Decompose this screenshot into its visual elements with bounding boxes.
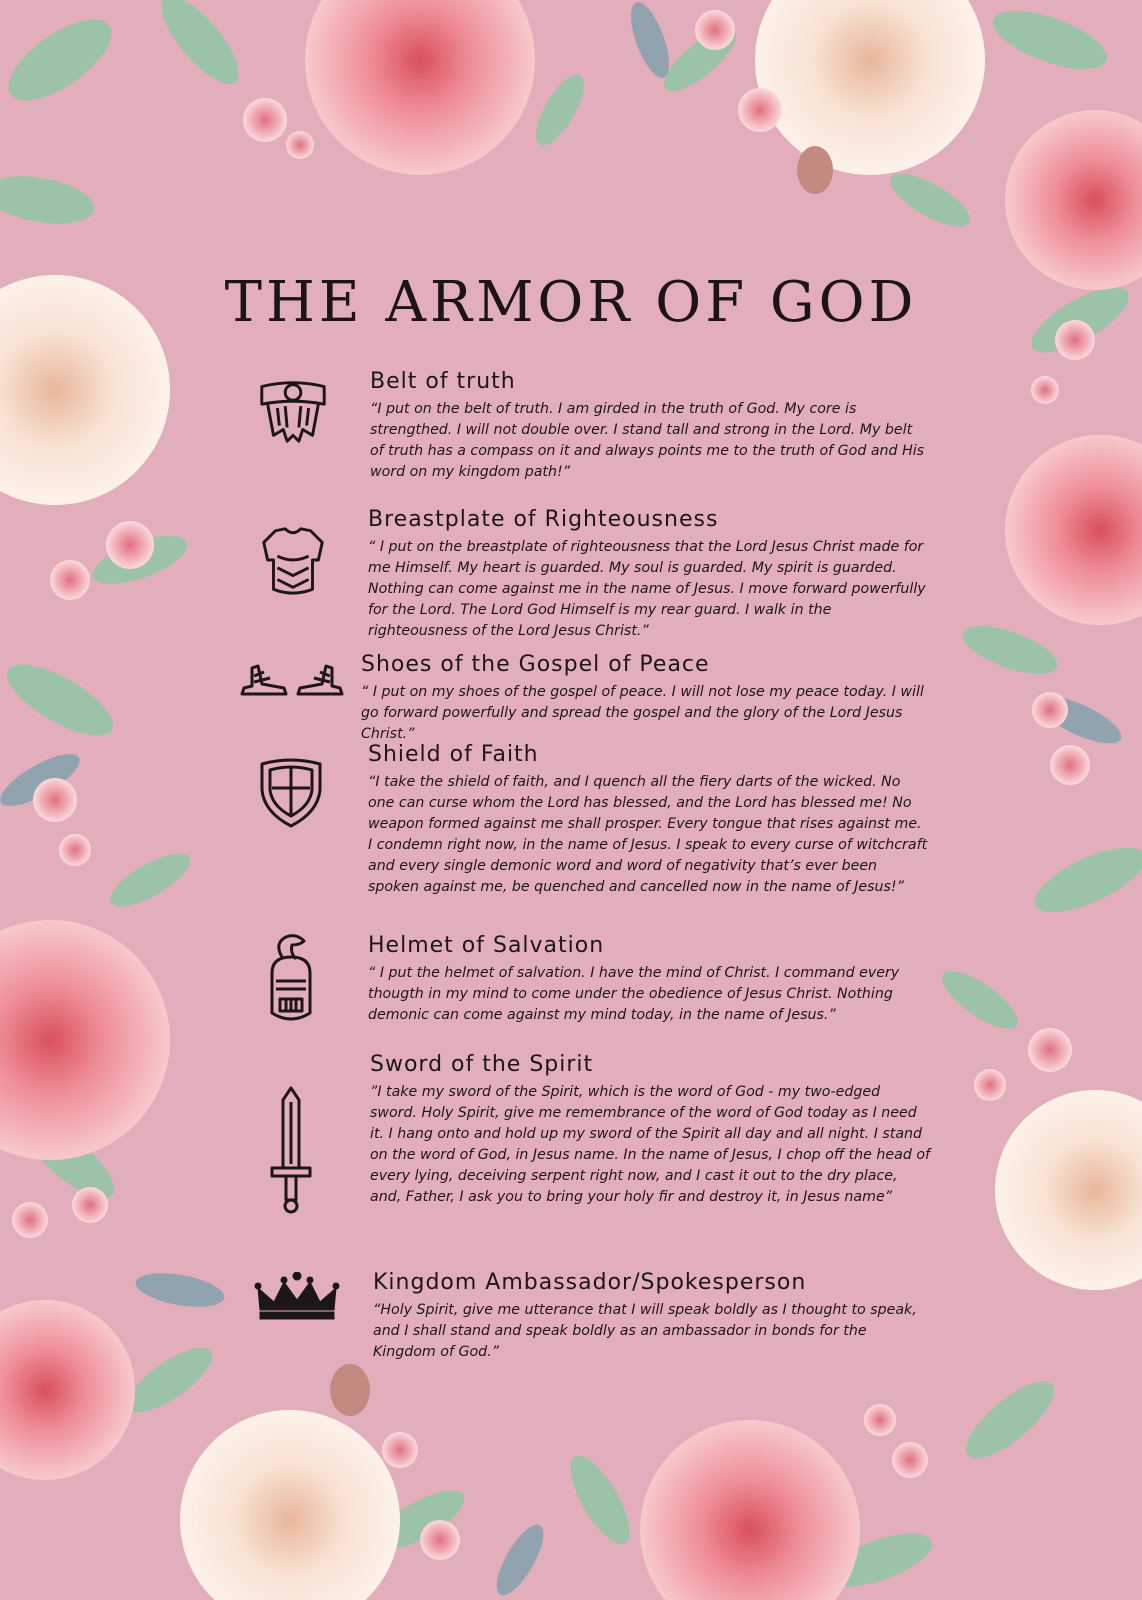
section-heading: Sword of the Spirit	[370, 1052, 594, 1077]
section-heading: Breastplate of Righteousness	[368, 507, 719, 532]
breastplate-icon	[254, 521, 332, 599]
sandals-icon	[240, 658, 344, 700]
section-heading: Helmet of Salvation	[368, 933, 605, 958]
section-text: “ I put on the breastplate of righteousness that the Lord Jesus Christ made for me Himself. My heart is guarded. My soul is guarded. My spirit is guarded. Nothing can come against me in the name of Jesus. I move forward powerfully for the Lord. The Lord God Himself is my rear guard. I walk in the righteousness of the Lord Jesus Christ.”	[368, 539, 926, 639]
crown-icon	[254, 1272, 340, 1322]
section-text: ”I take my sword of the Spirit, which is the word of God - my two-edged sword. Holy Spirit, give me remembrance of the word of God today as I need it. I hang onto and hold up my sword of the Spirit all day and all night. I stand on the word of God, in Jesus name. In the name of Jesus, I chop off the head of every lying, deceiving serpent right now, and I cast it out to the dry place, and, Father, I ask you to bring your holy fir and destroy it, in Jesus name”	[370, 1084, 931, 1205]
section-text: “ I put on my shoes of the gospel of peace. I will not lose my peace today. I will go forward powerfully and spread the gospel and the glory of the Lord Jesus Christ.”	[361, 684, 924, 742]
belt-icon	[254, 371, 332, 449]
section-text: “Holy Spirit, give me utterance that I will speak boldly as I thought to speak, and I shall stand and speak boldly as an ambassador in bonds for the Kingdom of God.”	[373, 1302, 917, 1360]
page-title: THE ARMOR OF GOD	[224, 270, 918, 335]
section-heading: Kingdom Ambassador/Spokesperson	[373, 1270, 807, 1295]
sword-icon	[268, 1084, 314, 1214]
section-text: “ I put the helmet of salvation. I have the mind of Christ. I command every thougth in my mind to come under the obedience of Jesus Christ. Nothing demonic can come against my mind today, in the name of Jesus.”	[368, 965, 900, 1023]
section-text: “I put on the belt of truth. I am girded in the truth of God. My core is strengthed. I will not double over. I stand tall and strong in the Lord. My belt of truth has a compass on it and always points me to the truth of God and His word on my kingdom path!”	[370, 401, 925, 480]
helmet-icon	[256, 933, 326, 1029]
section-heading: Belt of truth	[370, 369, 516, 394]
shield-icon	[256, 754, 326, 828]
section-heading: Shoes of the Gospel of Peace	[361, 652, 710, 677]
section-text: “I take the shield of faith, and I quench all the fiery darts of the wicked. No one can curse whom the Lord has blessed, and the Lord has blessed me! No weapon formed against me shall prosper. Every tongue that rises against me. I condemn right now, in the name of Jesus. I speak to every curse of witchcraft and every single demonic word and word of negativity that’s ever been spoken against me, be quenched and cancelled now in the name of Jesus!”	[368, 774, 928, 895]
section-heading: Shield of Faith	[368, 742, 539, 767]
